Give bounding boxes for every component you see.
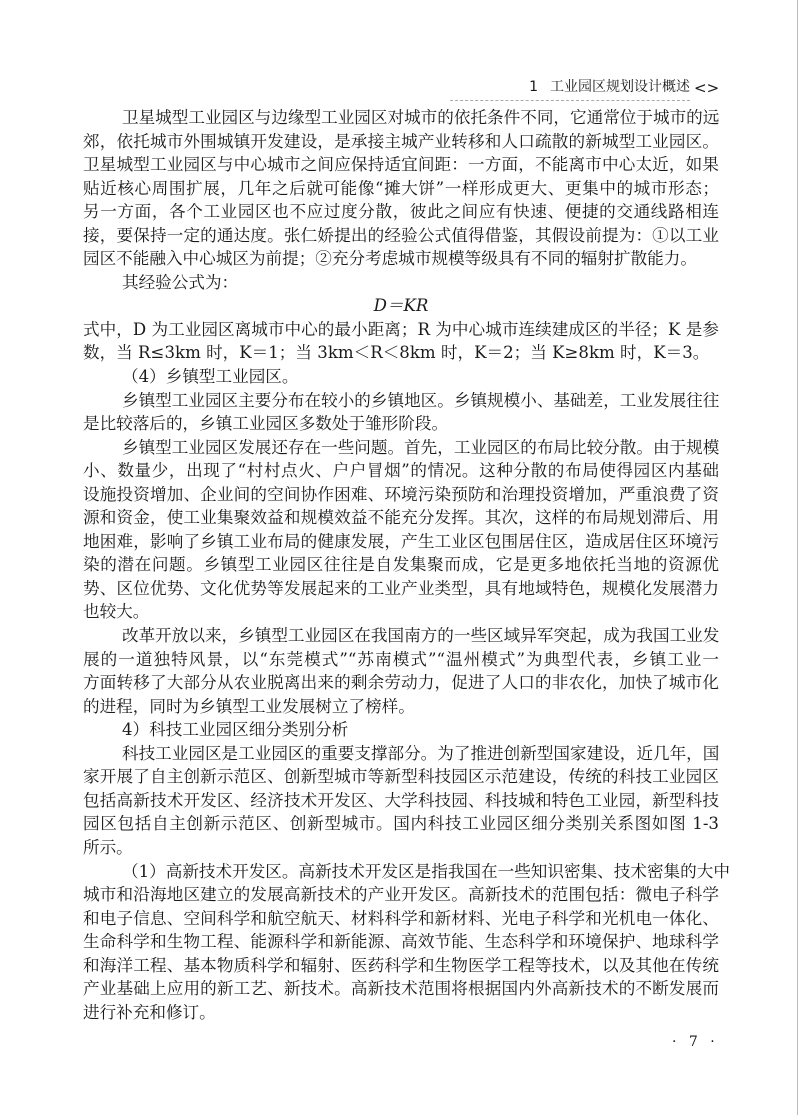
formula: D＝KR	[373, 296, 429, 316]
text-line: 卫星城型工业园区与中心城市之间应保持适宜间距：一方面，不能离市中心太近，如果	[83, 155, 719, 175]
text-line: （4）乡镇型工业园区。	[122, 367, 299, 387]
diamond-arrow-icon: <>	[694, 79, 720, 97]
text-line: 方面转移了大部分从农业脱离出来的剩余劳动力，促进了人口的非农化，加快了城市化	[83, 673, 719, 693]
chapter-title: 工业园区规划设计概述	[550, 79, 690, 95]
text-line: 源和资金，使工业集聚效益和规模效益不能充分发挥。其次，这样的布局规划滞后、用	[83, 508, 719, 528]
text-line: 园区不能融入中心城区为前提；②充分考虑城市规模等级具有不同的辐射扩散能力。	[83, 249, 697, 269]
text-line: 设施投资增加、企业间的空间协作困难、环境污染预防和治理投资增加，严重浪费了资	[83, 484, 719, 504]
text-line: 进行补充和修订。	[83, 1002, 216, 1022]
text-line: 包括高新技术开发区、经济技术开发区、大学科技园、科技城和特色工业园，新型科技	[83, 790, 719, 810]
text-line: （1）高新技术开发区。高新技术开发区是指我国在一些知识密集、技术密集的大中	[122, 861, 730, 881]
text-line: 小、数量少，出现了“村村点火、户户冒烟”的情况。这种分散的布局使得园区内基础	[83, 461, 719, 481]
paragraph	[83, 860, 730, 1025]
text-line: 卫星城型工业园区与边缘型工业园区对城市的依托条件不同，它通常位于城市的远	[122, 108, 720, 127]
text-line: 园区包括自主创新示范区、创新型城市。国内科技工业园区细分类别关系图如图 1-3	[83, 814, 719, 834]
text-line: 乡镇型工业园区发展还存在一些问题。首先，工业园区的布局比较分散。由于规模	[122, 437, 720, 457]
text-line: 势、区位优势、文化优势等发展起来的工业产业类型，具有地域特色，规模化发展潜力	[83, 578, 719, 598]
text-line: 生命科学和生物工程、能源科学和新能源、高效节能、生态科学和环境保护、地球科学	[83, 932, 719, 952]
text-line: 是比较落后的，乡镇工业园区多数处于雏形阶段。	[83, 414, 449, 434]
text-line: 产业基础上应用的新工艺、新技术。高新技术范围将根据国内外高新技术的不断发展而	[83, 979, 719, 999]
paragraph	[83, 624, 719, 718]
text-line: 4）科技工业园区细分类别分析	[122, 720, 349, 740]
text-line: 其经验公式为：	[122, 272, 239, 292]
text-line: 乡镇型工业园区主要分布在较小的乡镇地区。乡镇规模小、基础差，工业发展往往	[122, 390, 720, 410]
text-line: 改革开放以来，乡镇型工业园区在我国南方的一些区域异军突起，成为我国工业发	[122, 626, 720, 646]
text-line: 也较大。	[83, 602, 150, 622]
body-text	[83, 106, 730, 1024]
chapter-number: 1	[529, 79, 538, 95]
paragraph	[83, 436, 719, 624]
text-line: 的进程，同时为乡镇型工业发展树立了榜样。	[83, 696, 415, 716]
text-line: 和海洋工程、基本物质科学和辐射、医药科学和生物医学工程等技术，以及其他在传统	[83, 955, 719, 975]
page-number: · 7 ·	[672, 1034, 719, 1050]
paragraph	[83, 718, 719, 742]
text-line: 家开展了自主创新示范区、创新型城市等新型科技园区示范建设，传统的科技工业园区	[83, 767, 719, 787]
text-line: 另一方面，各个工业园区也不应过度分散，彼此之间应有快速、便捷的交通线路相连	[83, 202, 719, 222]
running-header	[450, 76, 690, 101]
text-line: 地困难，影响了乡镇工业布局的健康发展，产生工业区包围居住区，造成居住区环境污	[83, 531, 719, 551]
text-line: 数，当 R≤3km 时，K＝1；当 3km＜R＜8km 时，K＝2；当 K≥8km 时，K＝3。	[83, 343, 710, 363]
text-line: 所示。	[83, 837, 133, 857]
text-line: 接，要保持一定的通达度。张仁娇提出的经验公式值得借鉴，其假设前提为：①以工业	[83, 225, 719, 245]
text-line: 染的潜在问题。乡镇型工业园区往往是自发集聚而成，它是更多地依托当地的资源优	[83, 555, 719, 575]
text-line: 城市和沿海地区建立的发展高新技术的产业开发区。高新技术的范围包括：微电子科学	[83, 885, 719, 905]
text-line: 郊，依托城市外围城镇开发建设，是承接主城产业转移和人口疏散的新城型工业园区。	[83, 131, 719, 151]
paragraph	[83, 271, 719, 295]
text-line: 和电子信息、空间科学和航空航天、材料科学和新材料、光电子科学和光机电一体化、	[83, 908, 719, 928]
text-line: 贴近核心周围扩展，几年之后就可能像“摊大饼”一样形成更大、更集中的城市形态；	[83, 178, 719, 198]
text-line: 展的一道独特风景，以“东莞模式”“苏南模式”“温州模式”为典型代表，乡镇工业一	[83, 649, 719, 669]
paragraph	[83, 106, 719, 271]
text-line: 式中，D 为工业园区离城市中心的最小距离；R 为中心城市连续建成区的半径；K 是参	[83, 319, 719, 339]
paragraph	[83, 742, 719, 860]
paragraph	[83, 294, 719, 318]
text-line: 科技工业园区是工业园区的重要支撑部分。为了推进创新型国家建设，近几年，国	[122, 743, 720, 763]
paragraph	[83, 318, 719, 365]
paragraph	[83, 365, 719, 389]
page-edge	[797, 0, 798, 1115]
paragraph	[83, 389, 719, 436]
